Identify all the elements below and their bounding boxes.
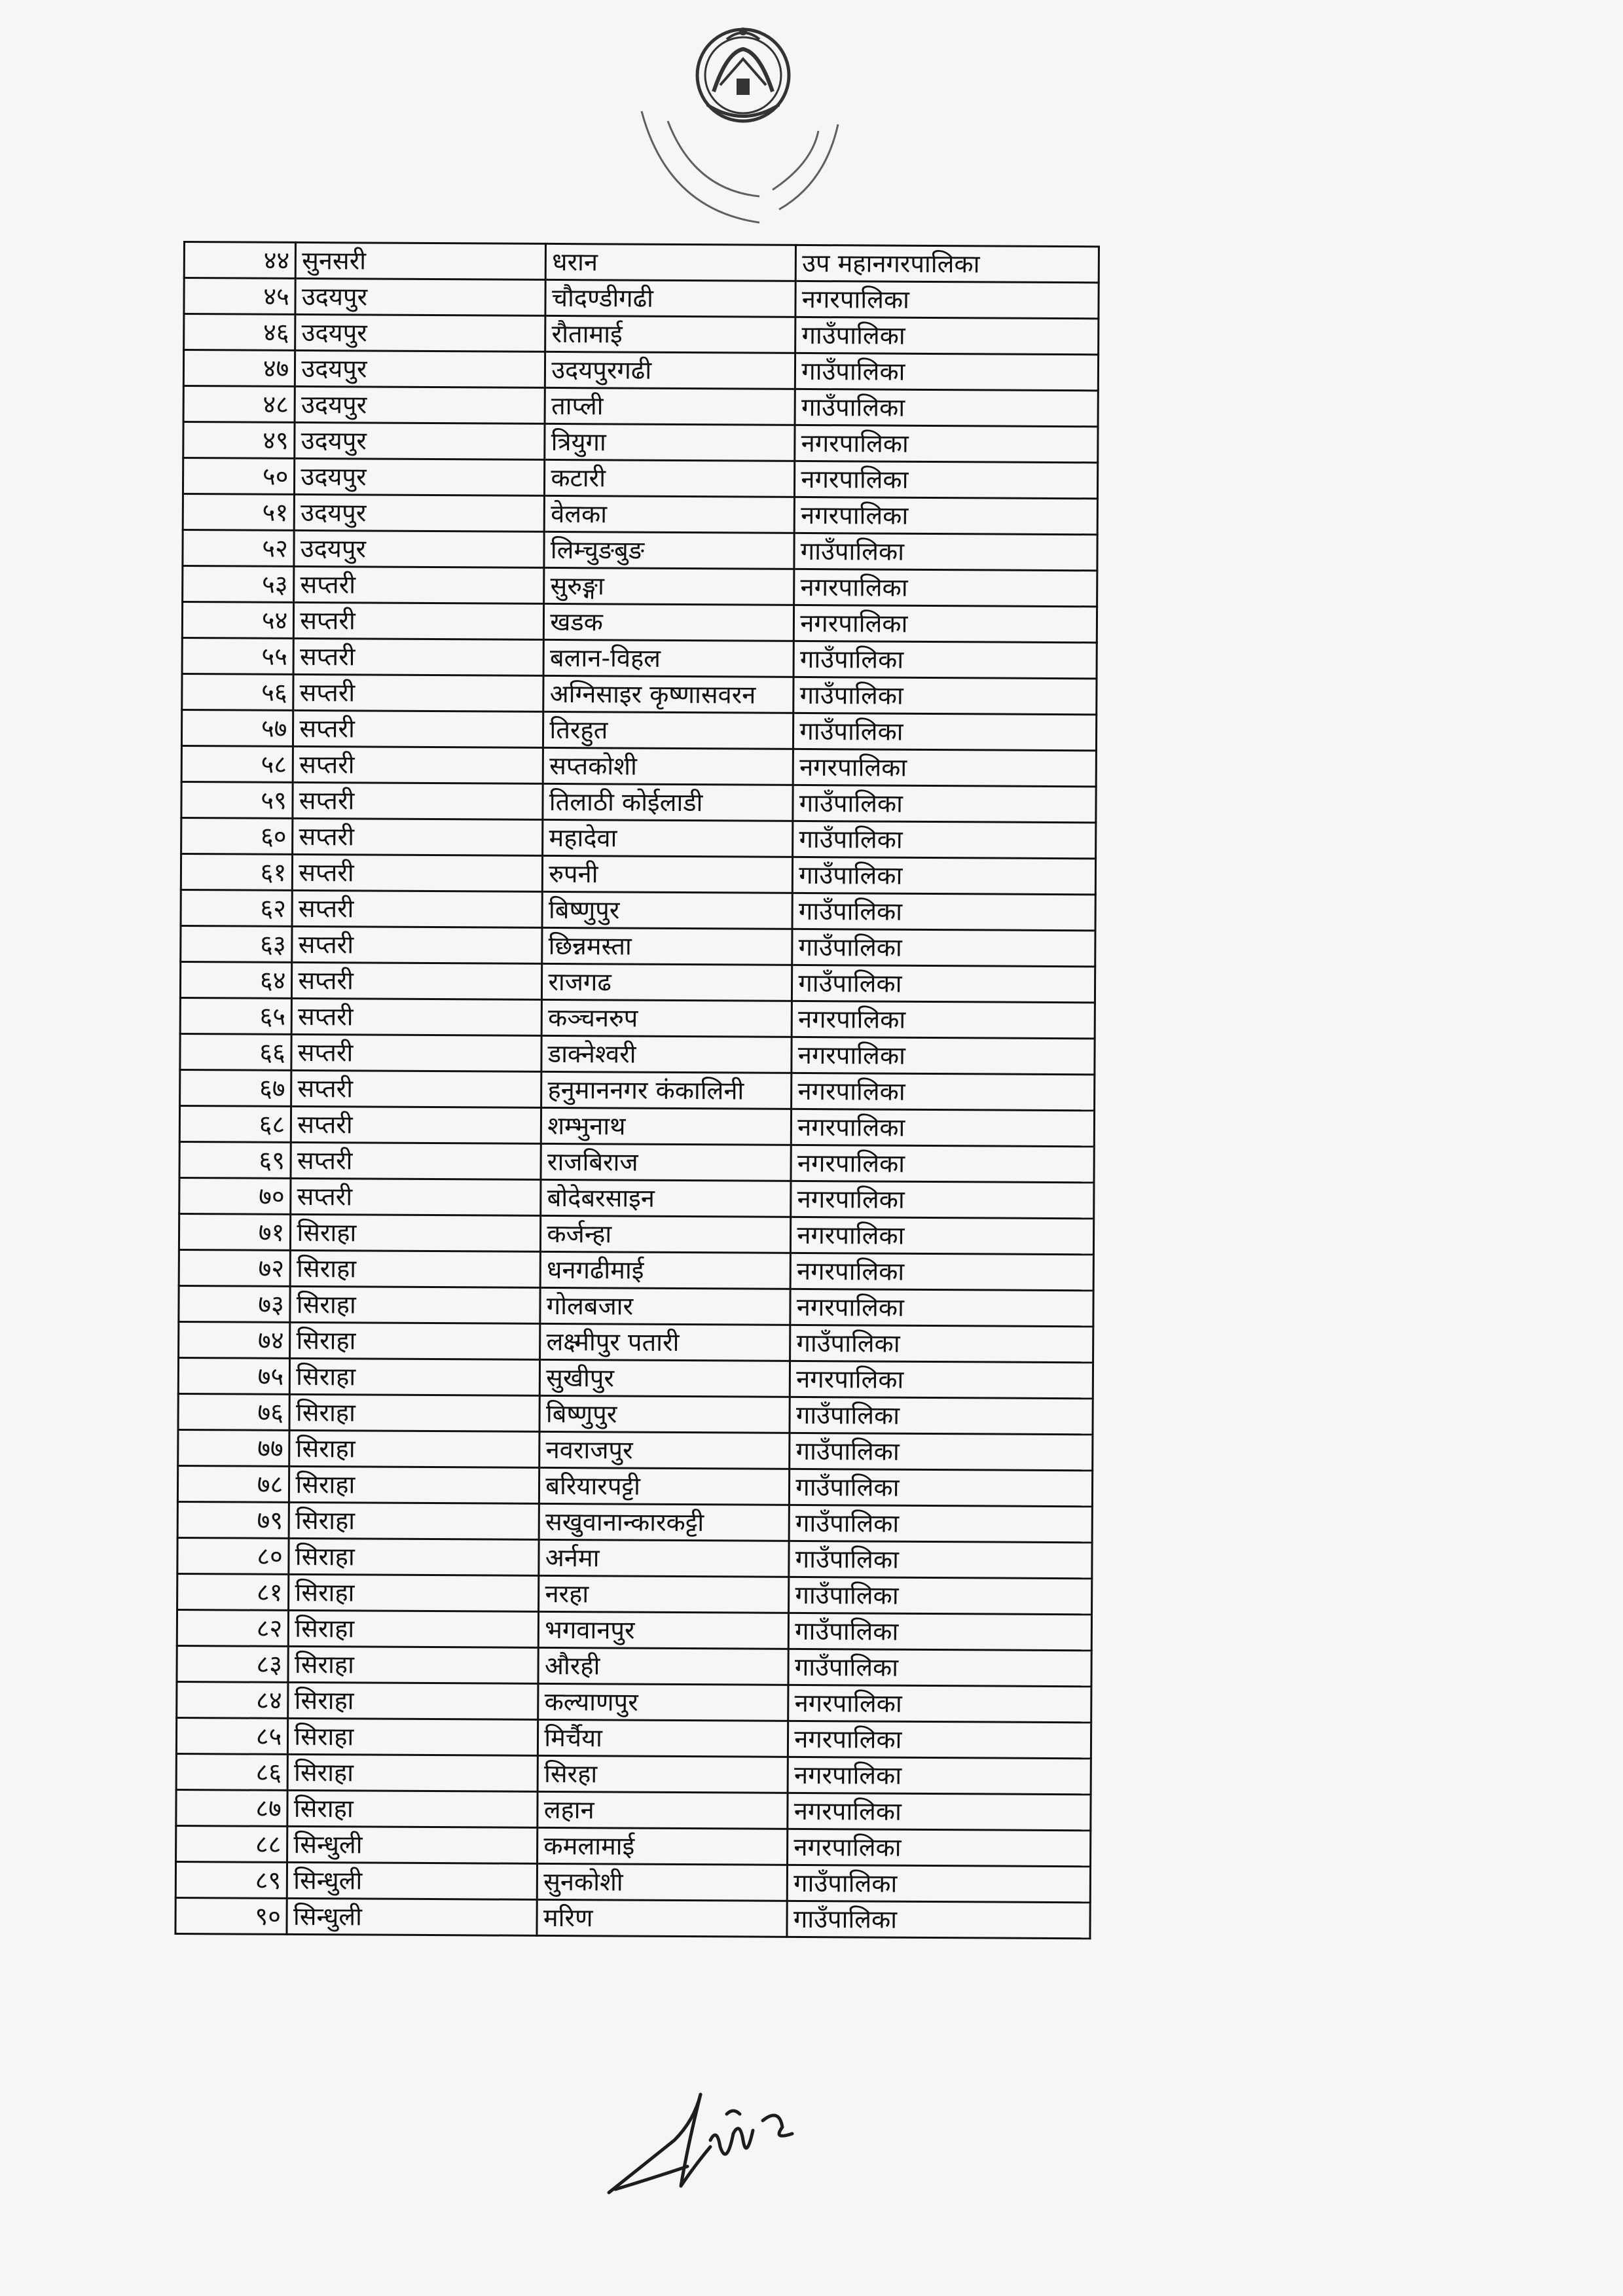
municipality-cell: उदयपुरगढी bbox=[545, 351, 795, 389]
district-cell: सिराहा bbox=[289, 1538, 539, 1575]
row-number: ६९ bbox=[179, 1141, 291, 1178]
municipality-cell: राजगढ bbox=[542, 963, 792, 1001]
district-cell: सप्तरी bbox=[292, 962, 542, 999]
table-row bbox=[176, 1717, 1091, 1758]
table-row bbox=[177, 1465, 1092, 1506]
table-row bbox=[182, 637, 1097, 678]
district-cell: सिन्धुली bbox=[287, 1826, 538, 1863]
local-level-type-cell: नगरपालिका bbox=[791, 1145, 1094, 1182]
table-row bbox=[179, 1249, 1093, 1290]
local-level-type-cell: नगरपालिका bbox=[793, 749, 1096, 786]
row-number: ५५ bbox=[182, 637, 294, 674]
row-number: ८४ bbox=[177, 1681, 289, 1718]
row-number: ८८ bbox=[176, 1825, 288, 1862]
row-number: ८५ bbox=[176, 1717, 288, 1754]
row-number: ६७ bbox=[180, 1069, 292, 1106]
municipality-cell: सुरुङ्गा bbox=[544, 567, 794, 605]
local-level-type-cell: नगरपालिका bbox=[788, 1721, 1091, 1758]
row-number: ६० bbox=[181, 817, 293, 854]
municipality-cell: गोलबजार bbox=[540, 1287, 790, 1325]
district-cell: उदयपुर bbox=[295, 494, 545, 531]
municipality-cell: सिरहा bbox=[538, 1755, 788, 1793]
table-row bbox=[180, 961, 1095, 1002]
municipality-cell: त्रियुगा bbox=[545, 423, 795, 461]
table-row bbox=[177, 1537, 1092, 1578]
row-number: ६१ bbox=[181, 853, 293, 890]
municipality-cell: डाक्नेश्वरी bbox=[541, 1035, 792, 1073]
district-cell: उदयपुर bbox=[295, 314, 545, 351]
local-level-type-cell: नगरपालिका bbox=[791, 1181, 1094, 1218]
table-row bbox=[184, 242, 1099, 283]
district-cell: सप्तरी bbox=[293, 782, 543, 819]
district-cell: सिराहा bbox=[289, 1574, 539, 1611]
local-level-type-cell: गाउँपालिका bbox=[787, 1901, 1090, 1938]
row-number: ५३ bbox=[183, 566, 295, 603]
handwritten-signature bbox=[602, 2068, 812, 2212]
local-level-type-cell: गाउँपालिका bbox=[789, 1541, 1092, 1578]
municipality-cell: कञ्चनरुप bbox=[541, 999, 792, 1037]
municipality-cell: तिलाठी कोईलाडी bbox=[543, 783, 793, 821]
district-cell: सप्तरी bbox=[294, 602, 544, 639]
local-level-type-cell: गाउँपालिका bbox=[793, 857, 1096, 894]
row-number: ६३ bbox=[181, 925, 293, 962]
table-row bbox=[176, 1825, 1091, 1866]
district-cell: सप्तरी bbox=[293, 710, 543, 747]
row-number: ५० bbox=[183, 458, 295, 495]
row-number: ५९ bbox=[181, 781, 293, 818]
row-number: ७७ bbox=[178, 1429, 290, 1466]
row-number: ४९ bbox=[183, 422, 295, 459]
local-level-type-cell: गाउँपालिका bbox=[793, 821, 1096, 858]
table-row bbox=[181, 889, 1095, 930]
municipality-cell: राजबिराज bbox=[541, 1143, 791, 1181]
local-level-type-cell: नगरपालिका bbox=[795, 281, 1099, 318]
municipality-cell: महादेवा bbox=[543, 819, 793, 857]
district-cell: सिन्धुली bbox=[287, 1862, 538, 1899]
table-row bbox=[176, 1753, 1091, 1794]
table-row bbox=[180, 1033, 1095, 1074]
row-number: ४५ bbox=[184, 278, 296, 315]
municipality-cell: बिष्णुपुर bbox=[539, 1395, 790, 1433]
row-number: ८७ bbox=[176, 1789, 288, 1826]
local-level-type-cell: गाउँपालिका bbox=[793, 713, 1097, 750]
district-cell: सप्तरी bbox=[293, 746, 543, 783]
table-row bbox=[178, 1429, 1093, 1470]
row-number: ६६ bbox=[180, 1033, 292, 1070]
district-cell: उदयपुर bbox=[295, 350, 545, 387]
local-level-type-cell: नगरपालिका bbox=[788, 1793, 1091, 1830]
municipality-cell: अर्नमा bbox=[539, 1539, 789, 1577]
table-row bbox=[180, 997, 1095, 1038]
district-cell: उदयपुर bbox=[295, 422, 545, 459]
table-row bbox=[181, 853, 1095, 894]
district-cell: उदयपुर bbox=[295, 458, 545, 495]
local-level-type-cell: गाउँपालिका bbox=[789, 1613, 1092, 1650]
district-cell: सप्तरी bbox=[291, 1178, 541, 1215]
table-row bbox=[182, 602, 1097, 643]
local-level-type-cell: नगरपालिका bbox=[790, 1289, 1093, 1326]
table-row bbox=[179, 1321, 1093, 1362]
municipality-cell: बिष्णुपुर bbox=[542, 891, 792, 929]
municipality-cell: बरियारपट्टी bbox=[539, 1467, 790, 1505]
table-row bbox=[183, 386, 1098, 427]
district-cell: सप्तरी bbox=[291, 1106, 541, 1143]
local-level-type-cell: गाउँपालिका bbox=[792, 965, 1095, 1002]
district-cell: सिराहा bbox=[290, 1250, 540, 1287]
district-cell: सिराहा bbox=[287, 1790, 538, 1827]
row-number: ६२ bbox=[181, 889, 293, 926]
table-row bbox=[183, 422, 1098, 463]
district-cell: सिराहा bbox=[288, 1682, 538, 1719]
table-row bbox=[181, 781, 1096, 822]
district-cell: उदयपुर bbox=[294, 530, 544, 567]
municipality-cell: खडक bbox=[544, 603, 794, 641]
row-number: ७९ bbox=[177, 1501, 289, 1538]
district-cell: सप्तरी bbox=[292, 926, 542, 963]
table-row bbox=[176, 1789, 1091, 1830]
district-cell: उदयपुर bbox=[295, 386, 545, 423]
row-number: ९० bbox=[175, 1897, 287, 1934]
local-level-type-cell: गाउँपालिका bbox=[789, 1505, 1092, 1542]
district-cell: उदयपुर bbox=[295, 278, 545, 315]
municipality-cell: तिरहुत bbox=[543, 711, 793, 749]
row-number: ४४ bbox=[184, 242, 296, 279]
district-cell: सिराहा bbox=[289, 1610, 539, 1647]
district-cell: सिराहा bbox=[291, 1214, 541, 1251]
municipality-cell: लिम्चुङबुङ bbox=[544, 531, 794, 569]
municipality-cell: सप्तकोशी bbox=[543, 747, 793, 785]
district-cell: सिराहा bbox=[287, 1754, 538, 1791]
district-cell: सिराहा bbox=[289, 1430, 539, 1467]
row-number: ४७ bbox=[183, 350, 295, 387]
row-number: ८३ bbox=[177, 1645, 289, 1682]
local-level-type-cell: गाउँपालिका bbox=[792, 929, 1095, 966]
district-cell: सप्तरी bbox=[291, 998, 541, 1035]
table-row bbox=[178, 1357, 1093, 1398]
row-number: ७५ bbox=[178, 1357, 290, 1394]
local-level-type-cell: नगरपालिका bbox=[795, 497, 1098, 534]
municipality-cell: सुनकोशी bbox=[538, 1863, 788, 1901]
municipality-cell: अग्निसाइर कृष्णासवरन bbox=[543, 675, 793, 713]
local-level-type-cell: गाउँपालिका bbox=[790, 1397, 1093, 1434]
row-number: ५४ bbox=[182, 602, 294, 639]
local-level-type-cell: गाउँपालिका bbox=[793, 641, 1097, 678]
municipality-cell: कर्जन्हा bbox=[541, 1215, 791, 1253]
district-cell: सप्तरी bbox=[291, 1034, 541, 1071]
municipality-cell: धरान bbox=[546, 243, 796, 281]
district-cell: सिराहा bbox=[290, 1358, 540, 1395]
local-level-type-cell: नगरपालिका bbox=[792, 1001, 1095, 1038]
row-number: ६५ bbox=[180, 997, 292, 1034]
table-row bbox=[179, 1285, 1093, 1326]
row-number: ५८ bbox=[181, 745, 293, 782]
row-number: ५२ bbox=[183, 530, 295, 567]
row-number: ४६ bbox=[184, 314, 296, 351]
row-number: ४८ bbox=[183, 386, 295, 423]
local-level-type-cell: नगरपालिका bbox=[794, 605, 1097, 642]
table-row bbox=[179, 1213, 1093, 1254]
row-number: ७४ bbox=[179, 1321, 291, 1358]
local-level-type-cell: नगरपालिका bbox=[788, 1757, 1091, 1794]
table-row bbox=[177, 1609, 1091, 1650]
district-cell: सिराहा bbox=[289, 1394, 539, 1431]
row-number: ८१ bbox=[177, 1573, 289, 1610]
municipality-cell: बोदेबरसाइन bbox=[541, 1179, 791, 1217]
table-row bbox=[183, 494, 1097, 535]
table-row bbox=[177, 1645, 1091, 1686]
row-number: ८९ bbox=[175, 1861, 287, 1898]
table-row bbox=[181, 817, 1096, 858]
municipality-cell: नरहा bbox=[539, 1575, 789, 1613]
local-level-type-cell: नगरपालिका bbox=[790, 1361, 1093, 1398]
table-row bbox=[175, 1897, 1090, 1938]
row-number: ५१ bbox=[183, 494, 295, 531]
local-level-type-cell: गाउँपालिका bbox=[794, 533, 1097, 570]
local-level-type-cell: नगरपालिका bbox=[790, 1253, 1093, 1290]
table-row bbox=[179, 1141, 1094, 1182]
municipality-cell: मिर्चैया bbox=[538, 1719, 788, 1757]
district-cell: सप्तरी bbox=[291, 1142, 541, 1179]
row-number: ६८ bbox=[179, 1105, 291, 1142]
municipality-cell: रौतामाई bbox=[545, 315, 795, 353]
district-cell: सिराहा bbox=[289, 1502, 539, 1539]
local-level-type-cell: गाउँपालिका bbox=[789, 1577, 1092, 1614]
municipality-cell: सखुवानान्कारकट्टी bbox=[539, 1503, 789, 1541]
district-cell: सुनसरी bbox=[296, 242, 546, 279]
local-level-type-cell: गाउँपालिका bbox=[795, 353, 1099, 390]
municipality-cell: धनगढीमाई bbox=[540, 1251, 790, 1289]
municipality-cell: सुखीपुर bbox=[540, 1359, 790, 1397]
row-number: ७१ bbox=[179, 1213, 291, 1250]
district-cell: सिराहा bbox=[290, 1286, 540, 1323]
signature-icon bbox=[602, 2068, 812, 2212]
municipality-cell: कमलामाई bbox=[538, 1827, 788, 1865]
seal-emblem-icon bbox=[629, 13, 851, 236]
table-row bbox=[180, 1069, 1095, 1110]
table-row bbox=[183, 458, 1097, 499]
table-row bbox=[183, 530, 1097, 571]
table-row bbox=[178, 1393, 1093, 1434]
district-cell: सिराहा bbox=[290, 1322, 540, 1359]
district-cell: सप्तरी bbox=[293, 854, 543, 891]
municipality-cell: ताप्ली bbox=[545, 387, 795, 425]
government-seal bbox=[629, 13, 851, 236]
municipality-cell: मरिण bbox=[537, 1899, 787, 1937]
municipality-cell: कल्याणपुर bbox=[538, 1683, 788, 1721]
municipality-table bbox=[174, 241, 1100, 1939]
local-level-type-cell: गाउँपालिका bbox=[788, 1649, 1091, 1686]
table-row bbox=[179, 1177, 1094, 1218]
table-row bbox=[175, 1861, 1090, 1902]
table-row bbox=[181, 745, 1096, 786]
row-number: ८० bbox=[177, 1537, 289, 1574]
table-row bbox=[177, 1681, 1091, 1722]
local-level-type-cell: गाउँपालिका bbox=[790, 1325, 1093, 1362]
table-row bbox=[181, 925, 1095, 966]
local-level-type-cell: नगरपालिका bbox=[795, 461, 1098, 498]
district-cell: सप्तरी bbox=[293, 638, 543, 675]
row-number: ६४ bbox=[180, 961, 292, 998]
municipality-cell: भगवानपुर bbox=[539, 1611, 789, 1649]
local-level-type-cell: नगरपालिका bbox=[792, 1037, 1095, 1074]
municipality-cell: लक्ष्मीपुर पतारी bbox=[540, 1323, 790, 1361]
table-row bbox=[184, 314, 1099, 355]
municipality-cell: रुपनी bbox=[543, 855, 793, 893]
local-level-type-cell: गाउँपालिका bbox=[795, 389, 1098, 426]
table-row bbox=[183, 566, 1097, 607]
district-cell: सप्तरी bbox=[292, 890, 542, 927]
district-cell: सिराहा bbox=[288, 1718, 538, 1755]
municipality-cell: चौदण्डीगढी bbox=[545, 279, 795, 317]
municipality-cell: बलान-विहल bbox=[543, 639, 793, 677]
local-level-type-cell: नगरपालिका bbox=[792, 1073, 1095, 1110]
district-cell: सप्तरी bbox=[293, 818, 543, 855]
row-number: ७६ bbox=[178, 1393, 290, 1430]
local-level-type-cell: गाउँपालिका bbox=[795, 317, 1099, 354]
row-number: ७३ bbox=[179, 1285, 291, 1322]
municipality-cell: कटारी bbox=[545, 459, 795, 497]
district-cell: सप्तरी bbox=[291, 1070, 541, 1107]
row-number: ८६ bbox=[176, 1753, 288, 1790]
row-number: ७८ bbox=[177, 1465, 289, 1502]
local-level-type-cell: नगरपालिका bbox=[788, 1685, 1091, 1722]
local-level-type-cell: गाउँपालिका bbox=[790, 1469, 1093, 1506]
row-number: ८२ bbox=[177, 1609, 289, 1646]
local-level-type-cell: नगरपालिका bbox=[792, 1109, 1095, 1146]
local-level-type-cell: गाउँपालिका bbox=[790, 1433, 1093, 1470]
municipality-cell: वेलका bbox=[545, 495, 795, 533]
table-row bbox=[177, 1501, 1092, 1542]
local-level-type-cell: नगरपालिका bbox=[795, 425, 1098, 462]
table-row bbox=[177, 1573, 1092, 1614]
local-level-type-cell: गाउँपालिका bbox=[793, 677, 1097, 714]
table-row bbox=[182, 673, 1097, 714]
municipality-cell: नवराजपुर bbox=[539, 1431, 790, 1469]
table-row bbox=[184, 278, 1099, 319]
row-number: ७० bbox=[179, 1177, 291, 1214]
local-level-type-cell: नगरपालिका bbox=[791, 1217, 1094, 1254]
municipality-cell: हनुमाननगर कंकालिनी bbox=[541, 1071, 792, 1109]
local-level-type-cell: गाउँपालिका bbox=[788, 1865, 1091, 1902]
row-number: ५७ bbox=[181, 709, 293, 746]
municipality-cell: औरही bbox=[538, 1647, 788, 1685]
municipality-cell: छिन्नमस्ता bbox=[542, 927, 792, 965]
district-cell: सिराहा bbox=[288, 1646, 538, 1683]
municipality-cell: लहान bbox=[538, 1791, 788, 1829]
table-row bbox=[183, 350, 1098, 391]
local-level-type-cell: गाउँपालिका bbox=[792, 893, 1095, 930]
local-level-type-cell: नगरपालिका bbox=[794, 569, 1097, 606]
local-level-type-cell: नगरपालिका bbox=[788, 1829, 1091, 1866]
district-cell: सप्तरी bbox=[294, 566, 544, 603]
table-body bbox=[175, 242, 1099, 1939]
district-cell: सप्तरी bbox=[293, 674, 543, 711]
local-level-type-cell: उप महानगरपालिका bbox=[796, 245, 1099, 282]
row-number: ५६ bbox=[182, 673, 294, 710]
table-row bbox=[179, 1105, 1094, 1146]
district-cell: सिन्धुली bbox=[287, 1898, 537, 1935]
row-number: ७२ bbox=[179, 1249, 291, 1286]
district-cell: सिराहा bbox=[289, 1466, 539, 1503]
table-row bbox=[181, 709, 1096, 750]
municipality-cell: शम्भुनाथ bbox=[541, 1107, 792, 1145]
local-level-type-cell: गाउँपालिका bbox=[793, 785, 1096, 822]
